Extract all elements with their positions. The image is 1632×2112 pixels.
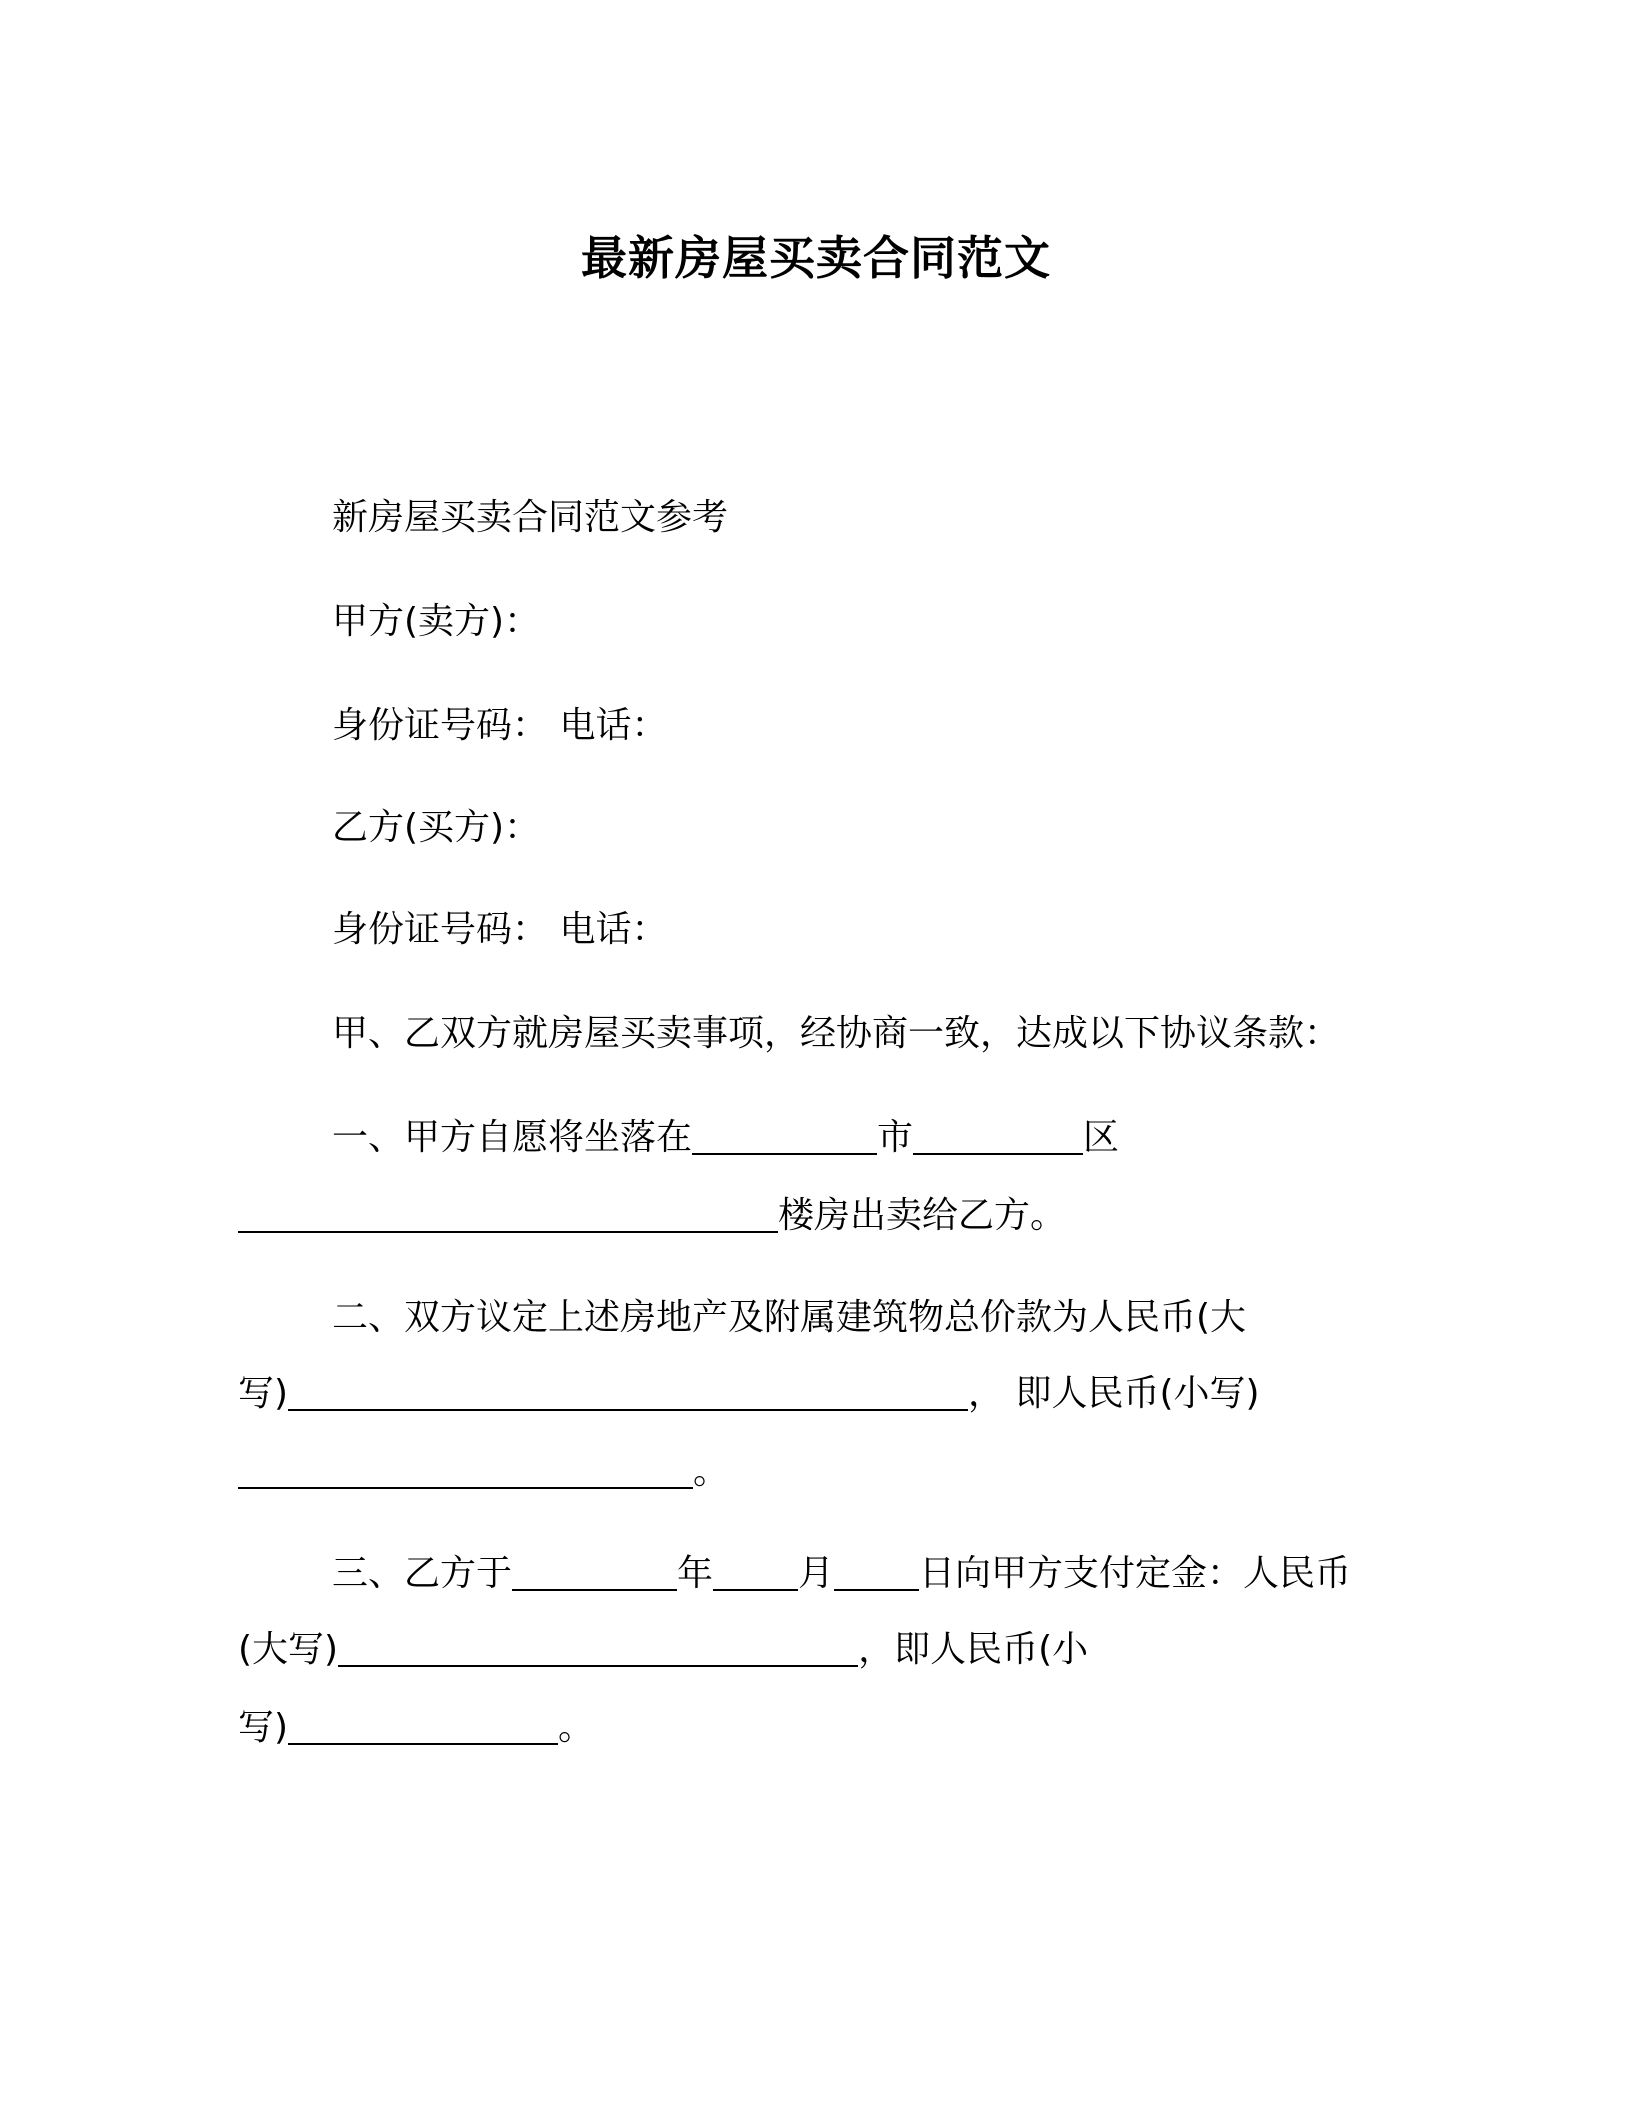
clause-3-text-1: 三、乙方于 xyxy=(332,1553,513,1594)
clause-2-text-3: ， 即人民币(小写) xyxy=(968,1373,1260,1414)
clause-1-text-2: 市 xyxy=(877,1117,914,1158)
party-a-info: 身份证号码： 电话： xyxy=(332,705,668,746)
clause-3-text-7: 写) xyxy=(238,1707,289,1748)
blank-day xyxy=(834,1589,919,1591)
clause-3-text-5: (大写) xyxy=(238,1629,339,1670)
clause-3-line-2 xyxy=(238,1626,1088,1674)
clause-3-text-6: ，即人民币(小 xyxy=(858,1629,1089,1670)
clause-3-text-8: 。 xyxy=(558,1707,595,1748)
clause-3-line-1 xyxy=(332,1550,1351,1598)
blank-month xyxy=(713,1589,798,1591)
blank-city xyxy=(692,1153,877,1155)
blank-building xyxy=(238,1231,778,1233)
party-a-label: 甲方(卖方)： xyxy=(332,601,541,642)
party-b-info: 身份证号码： 电话： xyxy=(332,909,668,950)
clause-2-line-3 xyxy=(238,1448,729,1496)
document-subtitle: 新房屋买卖合同范文参考 xyxy=(332,497,729,538)
clause-2-text-2: 写) xyxy=(238,1373,289,1414)
preamble-paragraph: 甲、乙双方就房屋买卖事项，经协商一致，达成以下协议条款： xyxy=(332,1013,1341,1054)
clause-1-text-4: 楼房出卖给乙方。 xyxy=(778,1195,1067,1236)
blank-district xyxy=(913,1153,1083,1155)
clause-2-line-1: 二、双方议定上述房地产及附属建筑物总价款为人民币(大 xyxy=(332,1297,1247,1338)
clause-2-text-4: 。 xyxy=(693,1451,730,1492)
clause-3-text-3: 月 xyxy=(798,1553,835,1594)
blank-total-price-lowercase xyxy=(238,1487,693,1489)
blank-deposit-uppercase xyxy=(338,1665,858,1667)
blank-total-price-uppercase xyxy=(288,1409,968,1411)
blank-deposit-lowercase xyxy=(288,1743,558,1745)
clause-1-line-1 xyxy=(332,1114,1119,1162)
party-b-label: 乙方(买方)： xyxy=(332,807,541,848)
clause-3-text-2: 年 xyxy=(677,1553,714,1594)
document-title: 最新房屋买卖合同范文 xyxy=(581,231,1051,285)
clause-1-line-2 xyxy=(238,1192,1066,1240)
blank-year xyxy=(512,1589,677,1591)
clause-3-line-3 xyxy=(238,1704,594,1752)
clause-1-text-3: 区 xyxy=(1083,1117,1120,1158)
clause-1-text-1: 一、甲方自愿将坐落在 xyxy=(332,1117,693,1158)
clause-3-text-4: 日向甲方支付定金：人民币 xyxy=(919,1553,1352,1594)
clause-2-line-2 xyxy=(238,1370,1260,1418)
